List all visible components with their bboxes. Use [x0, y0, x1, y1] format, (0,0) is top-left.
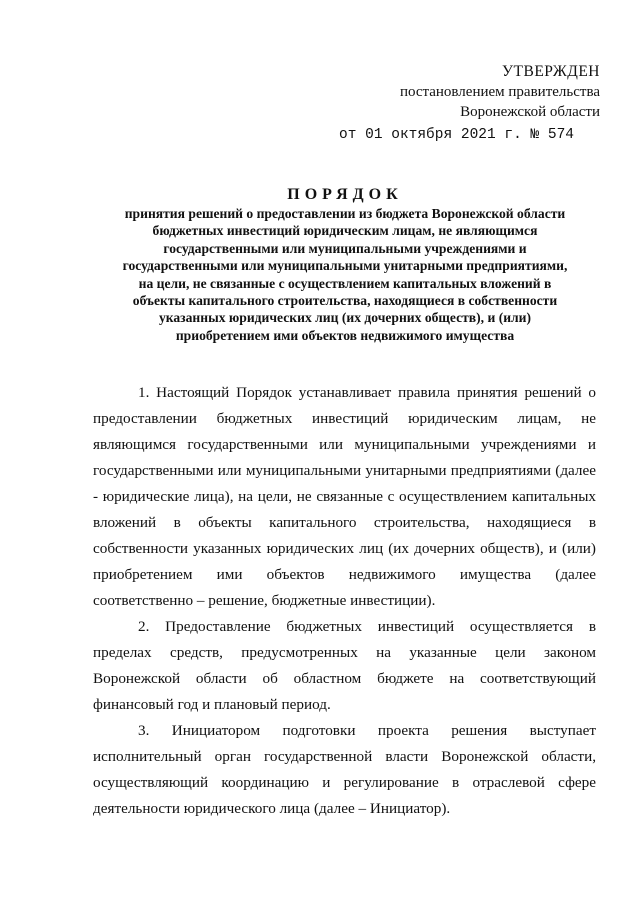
document-subtitle: принятия решений о предоставлении из бюджета Воронежской области бюджетных инвестиций юридическим лицам, не являющимся государственными или муниципальными учреждениями и государственными или муниципальными унитарными предприятиями, на цели, не связанные с осуществлением капитальных вложений в объекты капитального строительства, находящиеся в собственности указанных юридических лиц (их дочерних обществ), и (или) приобретением ими объектов недвижимого имущества — [122, 206, 568, 343]
approval-line-2: Воронежской области — [460, 104, 600, 120]
approval-status: УТВЕРЖДЕН — [502, 63, 600, 80]
paragraph-3: 3. Инициатором подготовки проекта решения выступает исполнительный орган государственной власти Воронежской области, осуществляющий координацию и регулирование в отраслевой сфере деятельности юридического лица (далее – Инициатор). — [93, 722, 596, 817]
approval-stamp — [339, 62, 600, 145]
approval-line-1: постановлением правительства — [399, 84, 600, 100]
paragraph-2: 2. Предоставление бюджетных инвестиций осуществляется в пределах средств, предусмотренных на указанные цели законом Воронежской области об областном бюджете на соответствующий финансовый год и плановый период. — [93, 618, 596, 713]
paragraph-1: 1. Настоящий Порядок устанавливает правила принятия решений о предоставлении бюджетных инвестиций юридическим лицам, не являющимся государственными или муниципальными учреждениями и государственными или муниципальными унитарными предприятиями (далее - юридические лица), на цели, не связанные с осуществлением капитальных вложений в объекты капитального строительства, находящиеся в собственности указанных юридических лиц (их дочерних обществ), и (или) приобретением ими объектов недвижимого имущества (далее соответственно – решение, бюджетные инвестиции). — [93, 384, 596, 609]
approval-date-number: от 01 октября 2021 г. № 574 — [339, 127, 574, 143]
document-body — [93, 380, 596, 822]
document-title-block — [80, 185, 610, 344]
document-title: ПОРЯДОК — [287, 186, 403, 203]
